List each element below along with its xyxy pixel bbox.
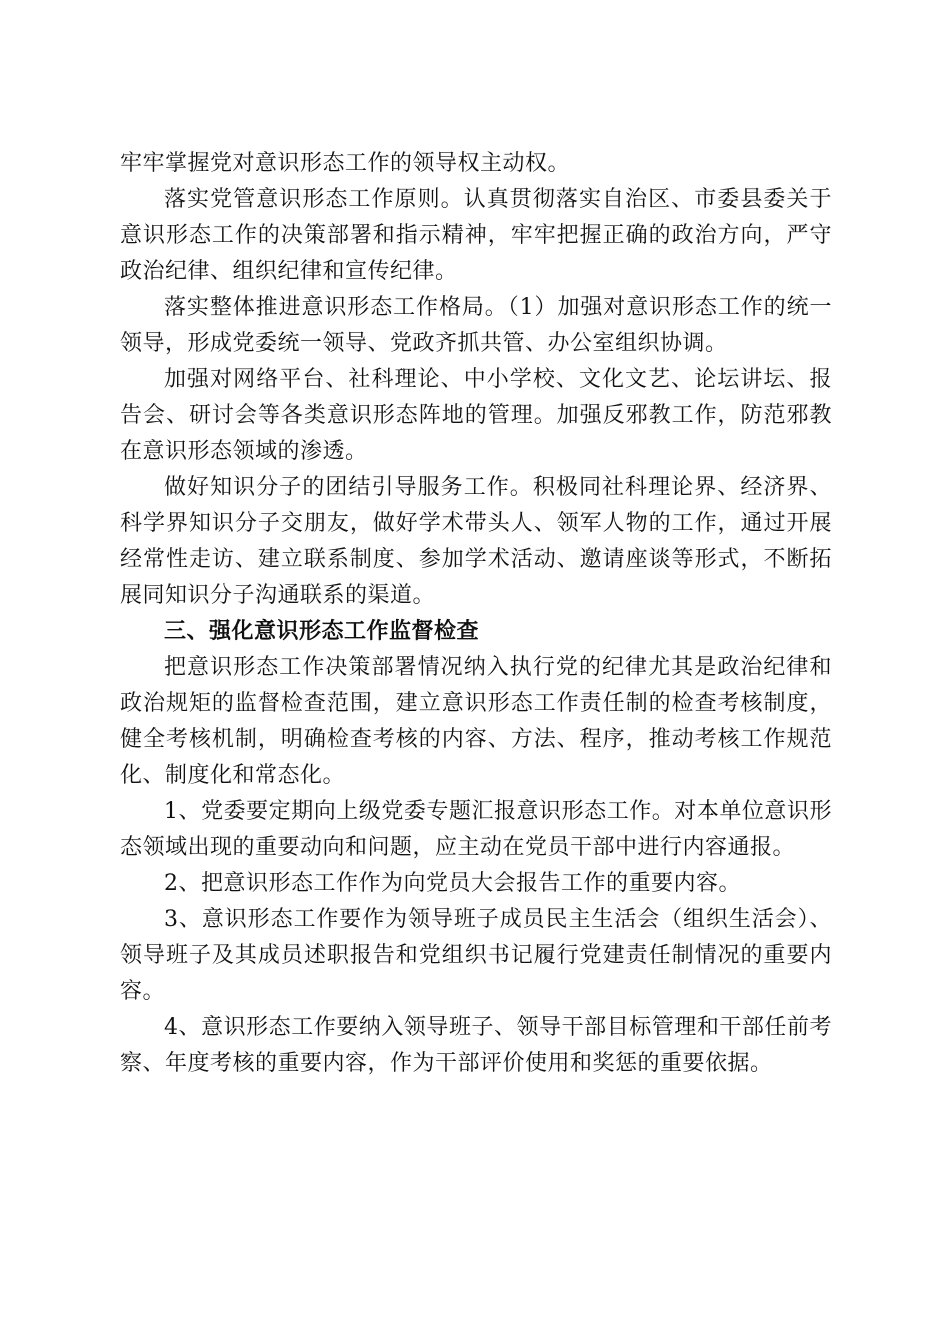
paragraph-item-3: 3、意识形态工作要作为领导班子成员民主生活会（组织生活会）、领导班子及其成员述职报告和党组织书记履行党建责任制情况的重要内容。 <box>120 907 832 1004</box>
paragraph-position-management: 加强对网络平台、社科理论、中小学校、文化文艺、论坛讲坛、报告会、研讨会等各类意识形态阵地的管理。加强反邪教工作，防范邪教在意识形态领域的渗透。 <box>120 367 832 464</box>
paragraph-item-1: 1、党委要定期向上级党委专题汇报意识形态工作。对本单位意识形态领域出现的重要动向和问题，应主动在党员干部中进行内容通报。 <box>120 799 832 860</box>
paragraph-intellectuals: 做好知识分子的团结引导服务工作。积极同社科理论界、经济界、科学界知识分子交朋友，做好学术带头人、领军人物的工作，通过开展经常性走访、建立联系制度、参加学术活动、邀请座谈等形式，不断拓展同知识分子沟通联系的渠道。 <box>120 475 832 608</box>
section-heading-supervision: 三、强化意识形态工作监督检查 <box>164 619 480 644</box>
paragraph-overall-pattern: 落实整体推进意识形态工作格局。（1）加强对意识形态工作的统一领导，形成党委统一领导、党政齐抓共管、办公室组织协调。 <box>120 295 832 356</box>
document-body <box>120 146 832 1082</box>
paragraph-supervision-scope: 把意识形态工作决策部署情况纳入执行党的纪律尤其是政治纪律和政治规矩的监督检查范围，建立意识形态工作责任制的检查考核制度，健全考核机制，明确检查考核的内容、方法、程序，推动考核工作规范化、制度化和常态化。 <box>120 655 832 788</box>
paragraph-item-4: 4、意识形态工作要纳入领导班子、领导干部目标管理和干部任前考察、年度考核的重要内容，作为干部评价使用和奖惩的重要依据。 <box>120 1015 832 1076</box>
paragraph-continuation: 牢牢掌握党对意识形态工作的领导权主动权。 <box>120 151 571 176</box>
paragraph-item-2: 2、把意识形态工作作为向党员大会报告工作的重要内容。 <box>164 871 741 896</box>
paragraph-ideology-principle: 落实党管意识形态工作原则。认真贯彻落实自治区、市委县委关于意识形态工作的决策部署和指示精神，牢牢把握正确的政治方向，严守政治纪律、组织纪律和宣传纪律。 <box>120 187 832 284</box>
